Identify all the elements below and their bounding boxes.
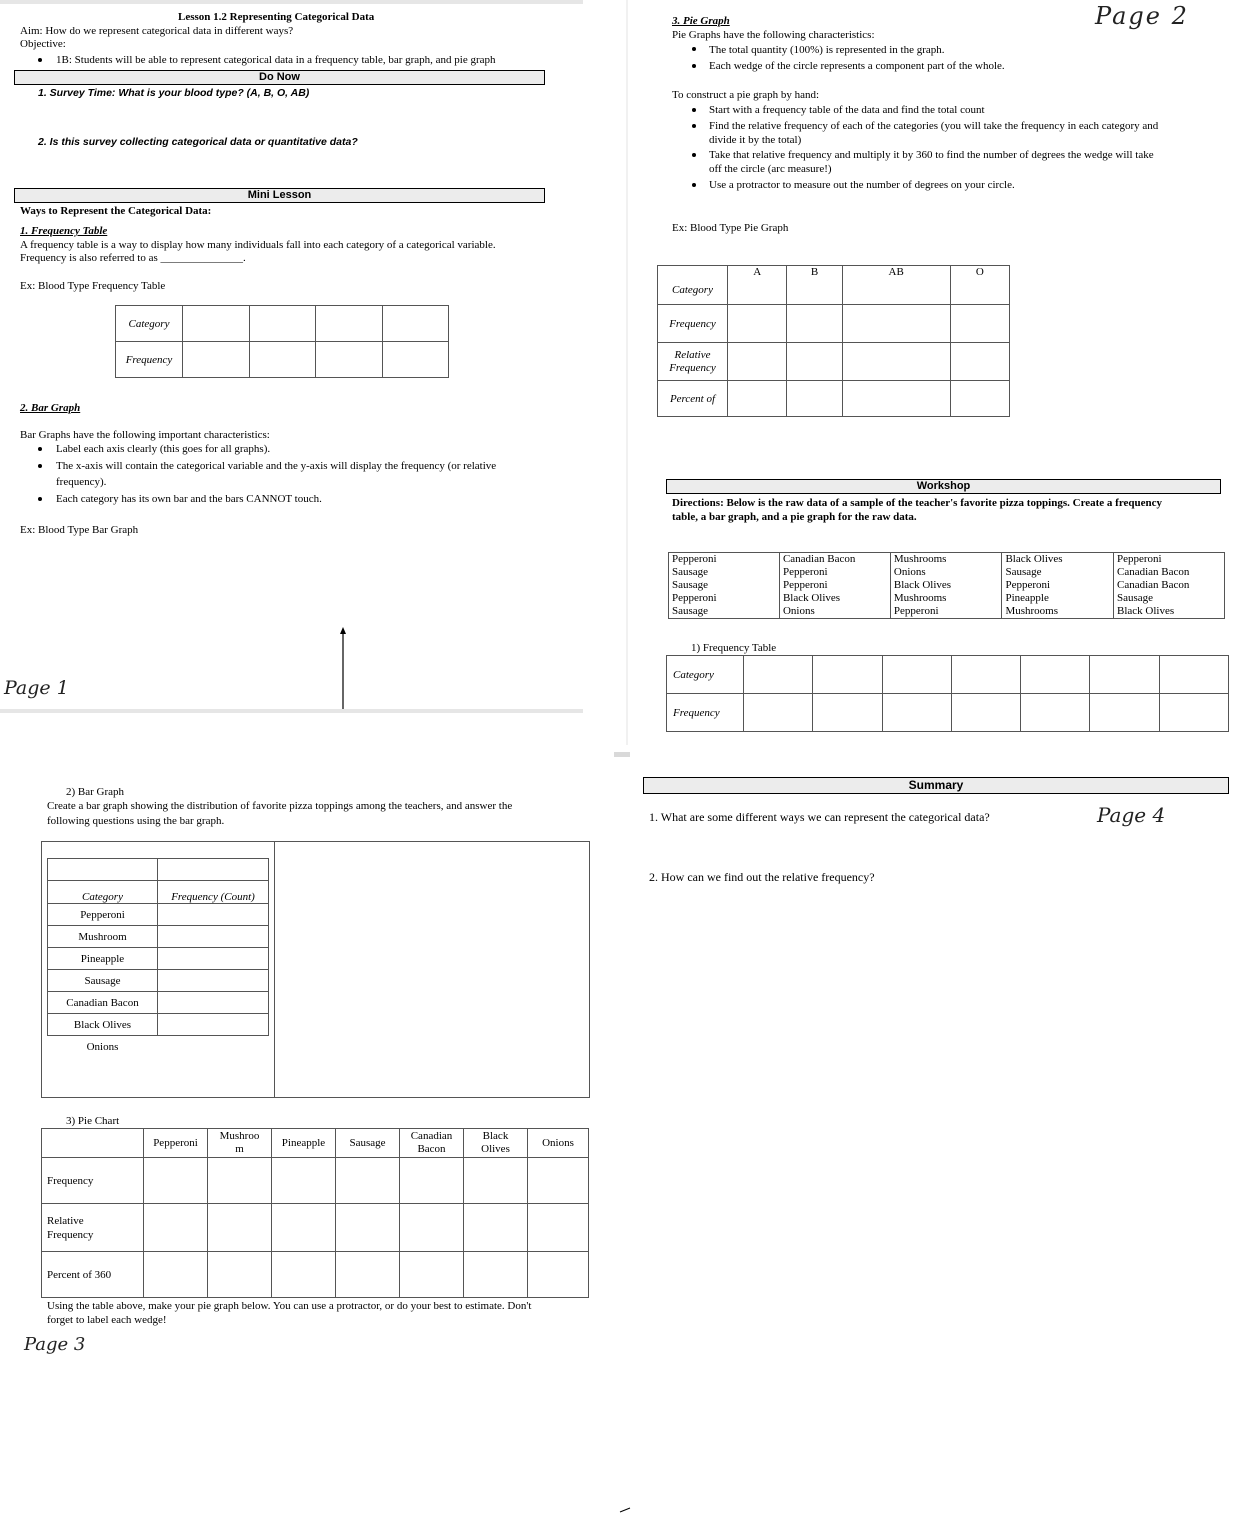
table-cell[interactable] xyxy=(464,1158,528,1204)
table-cell[interactable] xyxy=(400,1252,464,1298)
table-cell[interactable] xyxy=(158,1014,269,1036)
bullet-icon xyxy=(692,108,696,112)
raw-data-cell: Pineapple xyxy=(1002,592,1114,605)
table-cell[interactable] xyxy=(950,305,1009,343)
raw-data-cell: Black Olives xyxy=(1114,605,1225,619)
table-cell[interactable] xyxy=(158,948,269,970)
table-cell[interactable] xyxy=(158,992,269,1014)
raw-data-cell: Pepperoni xyxy=(1002,579,1114,592)
summary-question-2: 2. How can we find out the relative frequency? xyxy=(649,870,875,884)
raw-data-cell: Black Olives xyxy=(1002,553,1114,567)
pie-example-label: Ex: Blood Type Pie Graph xyxy=(672,222,789,234)
table-row-label: Canadian Bacon xyxy=(48,992,158,1014)
table-row xyxy=(48,970,269,992)
table-column-header: Frequency (Count) xyxy=(158,881,269,904)
col-mushroom-a: Mushroo xyxy=(219,1130,260,1142)
bullet-icon xyxy=(38,447,42,451)
table-column-header: Pineapple xyxy=(272,1129,336,1158)
pie-bullet-1: The total quantity (100%) is represented in the graph. xyxy=(709,44,945,56)
raw-data-cell: Onions xyxy=(779,605,890,619)
table-row-label: Percent of xyxy=(658,381,728,417)
summary-question-1: 1. What are some different ways we can represent the categorical data? xyxy=(649,810,990,824)
table-column-header: Pepperoni xyxy=(144,1129,208,1158)
bottom-mark-icon xyxy=(618,1506,632,1514)
table-row-label xyxy=(42,1204,144,1252)
workshop-directions-1: Directions: Below is the raw data of a sample of the teacher's favorite pizza toppings. Create a frequency xyxy=(672,497,1163,509)
construct-bullet-4: Use a protractor to measure out the number of degrees on your circle. xyxy=(709,179,1015,191)
table-cell[interactable] xyxy=(158,1036,269,1058)
page2-handwritten-label: Page 2 xyxy=(1095,2,1189,30)
table-cell[interactable] xyxy=(950,381,1009,417)
table-cell[interactable] xyxy=(787,305,842,343)
table-column-header xyxy=(400,1129,464,1158)
page1-bottom-shadow xyxy=(0,709,583,713)
bar-graph-heading: 2. Bar Graph xyxy=(20,402,81,414)
construct-bullet-2-cont: divide it by the total) xyxy=(709,134,802,146)
table-column-header: O xyxy=(950,266,1009,305)
table-row-label: Frequency xyxy=(116,342,183,378)
blood-type-pie-table xyxy=(657,265,1010,417)
table-column-header: Category xyxy=(48,881,158,904)
pie-chart-task-label: 3) Pie Chart xyxy=(66,1115,120,1127)
table-row xyxy=(48,948,269,970)
table-row xyxy=(48,859,269,881)
table-cell[interactable] xyxy=(400,1204,464,1252)
pie-note-1: Using the table above, make your pie graph below. You can use a protractor, or do your best to estimate. Don't xyxy=(47,1300,532,1312)
table-cell[interactable] xyxy=(1021,694,1090,732)
raw-data-cell: Sausage xyxy=(669,566,780,579)
page1-handwritten-label: Page 1 xyxy=(4,677,69,699)
table-corner-cell xyxy=(42,1129,144,1158)
raw-data-cell: Pepperoni xyxy=(779,566,890,579)
frequency-table-heading: 1. Frequency Table xyxy=(20,225,108,237)
table-row-label xyxy=(658,343,728,381)
raw-data-cell: Canadian Bacon xyxy=(1114,566,1225,579)
table-column-header xyxy=(208,1129,272,1158)
table-cell[interactable] xyxy=(316,306,383,342)
table-cell[interactable] xyxy=(158,904,269,926)
ways-heading: Ways to Represent the Categorical Data: xyxy=(20,205,212,217)
table-cell[interactable] xyxy=(272,1204,336,1252)
bar-graph-task-desc-2: following questions using the bar graph. xyxy=(47,815,225,827)
pie-note-2: forget to label each wedge! xyxy=(47,1314,167,1326)
table-cell[interactable] xyxy=(813,694,882,732)
row-relative-b: Frequency xyxy=(47,1228,94,1241)
bar-bullet-3: Each category has its own bar and the bars CANNOT touch. xyxy=(56,493,322,505)
lesson-title: Lesson 1.2 Representing Categorical Data xyxy=(178,11,375,23)
table-cell[interactable] xyxy=(728,305,787,343)
table-row-label: Sausage xyxy=(48,970,158,992)
table-cell[interactable] xyxy=(249,342,316,378)
table-cell[interactable] xyxy=(744,656,813,694)
frequency-table-description: A frequency table is a way to display how many individuals fall into each category of a categorical variable. xyxy=(20,239,496,251)
col-mushroom-b: m xyxy=(235,1143,244,1155)
bullet-icon xyxy=(38,497,42,501)
table-row xyxy=(669,579,1225,592)
table-cell[interactable] xyxy=(951,694,1020,732)
table-cell[interactable] xyxy=(1021,656,1090,694)
pie-graph-heading: 3. Pie Graph xyxy=(672,15,730,27)
raw-data-cell: Onions xyxy=(890,566,1002,579)
table-cell[interactable] xyxy=(336,1158,400,1204)
do-now-question-2: 2. Is this survey collecting categorical data or quantitative data? xyxy=(38,136,358,148)
table-cell[interactable] xyxy=(249,306,316,342)
table-cell[interactable] xyxy=(144,1204,208,1252)
pizza-raw-data-table xyxy=(668,552,1225,619)
table-cell[interactable] xyxy=(183,306,250,342)
table-column-header: A xyxy=(728,266,787,305)
table-cell[interactable] xyxy=(1159,656,1228,694)
raw-data-cell: Sausage xyxy=(1114,592,1225,605)
table-cell[interactable] xyxy=(208,1252,272,1298)
frequency-alias: Frequency is also referred to as _______________. xyxy=(20,252,246,264)
table-column-header: Onions xyxy=(528,1129,589,1158)
bullet-icon xyxy=(692,64,696,68)
table-row-label: Pineapple xyxy=(48,948,158,970)
relative-line-2: Frequency xyxy=(669,361,716,374)
table-cell[interactable] xyxy=(400,1158,464,1204)
page-gap-mark xyxy=(614,752,630,757)
table-cell[interactable] xyxy=(813,656,882,694)
table-row-label: Frequency xyxy=(42,1158,144,1204)
blood-type-frequency-table xyxy=(115,305,449,378)
bar-graph-intro: Bar Graphs have the following important characteristics: xyxy=(20,429,270,441)
bar-graph-task-desc-1: Create a bar graph showing the distribution of favorite pizza toppings among the teachers, and answer the xyxy=(47,800,513,812)
bar-graph-example-label: Ex: Blood Type Bar Graph xyxy=(20,524,139,536)
mini-lesson-banner: Mini Lesson xyxy=(14,188,545,203)
bullet-icon xyxy=(692,124,696,128)
table-cell[interactable] xyxy=(728,343,787,381)
construct-bullet-3-cont: off the circle (arc measure!) xyxy=(709,163,832,175)
frequency-example-label: Ex: Blood Type Frequency Table xyxy=(20,280,166,292)
table-cell[interactable] xyxy=(882,694,951,732)
pie-chart-data-table xyxy=(41,1128,589,1298)
table-row xyxy=(669,592,1225,605)
table-cell[interactable] xyxy=(842,343,950,381)
table-row xyxy=(669,553,1225,567)
y-axis-arrow-icon xyxy=(336,627,350,711)
table-cell[interactable] xyxy=(728,381,787,417)
table-cell[interactable] xyxy=(158,926,269,948)
table-row xyxy=(669,566,1225,579)
table-cell[interactable] xyxy=(382,306,449,342)
table-row-label: Category xyxy=(116,306,183,342)
table-cell[interactable] xyxy=(158,970,269,992)
col-canadian-b: Bacon xyxy=(417,1143,446,1155)
raw-data-cell: Pepperoni xyxy=(779,579,890,592)
table-cell[interactable] xyxy=(842,381,950,417)
raw-data-cell: Pepperoni xyxy=(890,605,1002,619)
table-column-header: B xyxy=(787,266,842,305)
raw-data-cell: Canadian Bacon xyxy=(1114,579,1225,592)
bar-bullet-2-cont: frequency). xyxy=(56,476,107,488)
col-olives-b: Olives xyxy=(481,1143,510,1155)
construct-intro: To construct a pie graph by hand: xyxy=(672,89,820,101)
table-row-label: Pepperoni xyxy=(48,904,158,926)
raw-data-cell: Mushrooms xyxy=(890,592,1002,605)
pie-graph-intro: Pie Graphs have the following characteristics: xyxy=(672,29,875,41)
bar-bullet-2: The x-axis will contain the categorical variable and the y-axis will display the frequency (or relative xyxy=(56,460,497,472)
objective-label: Objective: xyxy=(20,38,66,50)
table-row-label: Mushroom xyxy=(48,926,158,948)
raw-data-cell: Sausage xyxy=(669,605,780,619)
frequency-table-label: 1) Frequency Table xyxy=(691,642,777,654)
col-canadian-a: Canadian xyxy=(410,1130,453,1142)
table-cell[interactable] xyxy=(1090,694,1159,732)
pizza-frequency-table xyxy=(666,655,1229,732)
raw-data-cell: Pepperoni xyxy=(669,553,780,567)
page3-handwritten-label: Page 3 xyxy=(24,1334,86,1355)
raw-data-cell: Pepperoni xyxy=(1114,553,1225,567)
raw-data-cell: Black Olives xyxy=(779,592,890,605)
bar-graph-task-label: 2) Bar Graph xyxy=(66,786,125,798)
table-cell[interactable] xyxy=(528,1252,589,1298)
table-cell[interactable] xyxy=(787,381,842,417)
table-column-header xyxy=(464,1129,528,1158)
bullet-icon xyxy=(38,464,42,468)
bar-bullet-1: Label each axis clearly (this goes for all graphs). xyxy=(56,443,271,455)
table-column-header: Sausage xyxy=(336,1129,400,1158)
table-row-label: Category xyxy=(667,656,744,694)
table-cell[interactable] xyxy=(316,342,383,378)
bullet-icon xyxy=(38,58,42,62)
table-cell[interactable] xyxy=(144,1158,208,1204)
table-cell[interactable] xyxy=(183,342,250,378)
table-header-row xyxy=(48,881,269,904)
page1-top-shadow xyxy=(0,0,583,4)
table-cell[interactable] xyxy=(787,343,842,381)
table-cell[interactable] xyxy=(882,656,951,694)
table-cell[interactable] xyxy=(464,1252,528,1298)
table-column-header: AB xyxy=(842,266,950,305)
table-row xyxy=(48,904,269,926)
raw-data-cell: Canadian Bacon xyxy=(779,553,890,567)
bullet-icon xyxy=(692,47,696,51)
table-cell[interactable] xyxy=(744,694,813,732)
relative-line-1: Relative xyxy=(674,348,711,361)
bar-graph-frame-divider xyxy=(274,841,275,1098)
raw-data-cell: Mushrooms xyxy=(890,553,1002,567)
table-row-label: Onions xyxy=(86,1040,119,1053)
construct-bullet-3: Take that relative frequency and multiply it by 360 to find the number of degrees the wedge will take xyxy=(709,149,1154,161)
table-row-label: Frequency xyxy=(658,305,728,343)
raw-data-cell: Sausage xyxy=(1002,566,1114,579)
table-cell[interactable] xyxy=(951,656,1020,694)
page4-handwritten-label: Page 4 xyxy=(1097,803,1166,827)
col-olives-a: Black xyxy=(482,1130,509,1142)
raw-data-cell: Pepperoni xyxy=(669,592,780,605)
do-now-banner: Do Now xyxy=(14,70,545,85)
table-cell[interactable] xyxy=(208,1204,272,1252)
pie-bullet-2: Each wedge of the circle represents a component part of the whole. xyxy=(709,60,1005,72)
table-row xyxy=(48,926,269,948)
do-now-question-1: 1. Survey Time: What is your blood type? (A, B, O, AB) xyxy=(38,87,310,99)
row-relative-a: Relative xyxy=(47,1214,84,1227)
table-row xyxy=(48,1014,269,1036)
construct-bullet-2: Find the relative frequency of each of the categories (you will take the frequency in each category and xyxy=(709,120,1159,132)
table-cell[interactable] xyxy=(528,1204,589,1252)
construct-bullet-1: Start with a frequency table of the data and find the total count xyxy=(709,104,985,116)
table-cell[interactable] xyxy=(950,343,1009,381)
table-cell[interactable] xyxy=(158,859,269,881)
objective-item: 1B: Students will be able to represent categorical data in a frequency table, bar graph, and pie graph xyxy=(56,54,496,66)
table-row-label: Percent of 360 xyxy=(42,1252,144,1298)
table-row-label: Category xyxy=(658,266,728,305)
raw-data-cell: Mushrooms xyxy=(1002,605,1114,619)
aim-text: Aim: How do we represent categorical data in different ways? xyxy=(20,25,294,37)
table-cell[interactable] xyxy=(272,1252,336,1298)
table-row-label: Black Olives xyxy=(48,1014,158,1036)
raw-data-cell: Sausage xyxy=(669,579,780,592)
table-cell[interactable] xyxy=(1090,656,1159,694)
table-cell[interactable] xyxy=(382,342,449,378)
table-cell[interactable] xyxy=(272,1158,336,1204)
workshop-banner: Workshop xyxy=(666,479,1221,494)
table-cell[interactable] xyxy=(48,859,158,881)
table-row xyxy=(48,1036,269,1058)
bullet-icon xyxy=(692,153,696,157)
table-cell[interactable] xyxy=(528,1158,589,1204)
table-row-label: Frequency xyxy=(667,694,744,732)
raw-data-cell: Black Olives xyxy=(890,579,1002,592)
workshop-directions-2: table, a bar graph, and a pie graph for the raw data. xyxy=(672,511,917,523)
table-cell[interactable] xyxy=(336,1252,400,1298)
bar-graph-data-table xyxy=(47,858,269,1058)
table-row xyxy=(48,992,269,1014)
bullet-icon xyxy=(692,183,696,187)
table-cell[interactable] xyxy=(464,1204,528,1252)
table-cell[interactable] xyxy=(1159,694,1228,732)
table-cell[interactable] xyxy=(842,305,950,343)
summary-banner: Summary xyxy=(643,777,1229,794)
table-cell[interactable] xyxy=(336,1204,400,1252)
table-cell[interactable] xyxy=(144,1252,208,1298)
table-row xyxy=(669,605,1225,619)
page-divider xyxy=(626,0,628,745)
table-cell[interactable] xyxy=(208,1158,272,1204)
